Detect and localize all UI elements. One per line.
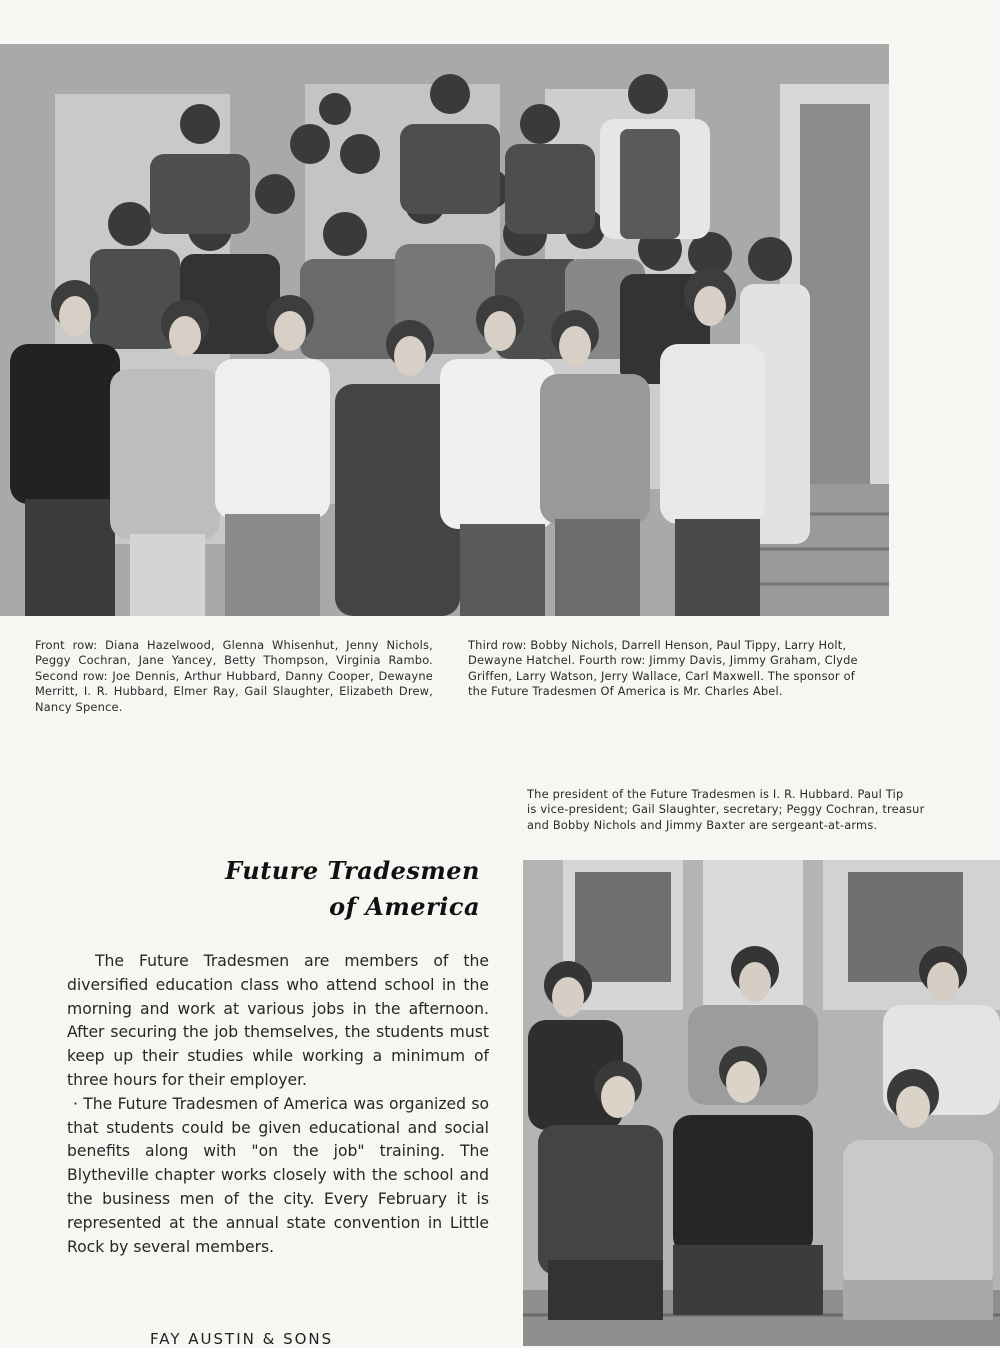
footer-sponsor: FAY AUSTIN & SONS	[150, 1330, 334, 1348]
body-paragraph-2: · The Future Tradesmen of America was organized so that students could be given educational and social benefits along with "on the job" training. The Blytheville chapter works closely with the school and the business men of the city. Every February it is represented at the annual state convention in Little Rock by several members.	[67, 1094, 489, 1256]
officers-caption	[527, 787, 1000, 833]
article-body	[67, 950, 489, 1259]
officers-caption-line2: is vice-president; Gail Slaughter, secretary; Peggy Cochran, treasur	[527, 802, 925, 817]
section-title-line2: of America	[329, 892, 480, 921]
group-caption-left: Front row: Diana Hazelwood, Glenna Whisenhut, Jenny Nichols, Peggy Cochran, Jane Yancey, Betty Thompson, Virginia Rambo. Second row: Joe Dennis, Arthur Hubbard, Danny Cooper, Dewayne Merritt, I. R. Hubbard, Elmer Ray, Gail Slaughter, Elizabeth Drew, Nancy Spence.	[35, 638, 433, 714]
body-paragraph-1: The Future Tradesmen are members of the diversified education class who attend school in the morning and work at various jobs in the afternoon. After securing the job themselves, the students must keep up their studies while working a minimum of three hours for their employer.	[67, 952, 489, 1089]
officers-caption-line1: The president of the Future Tradesmen is I. R. Hubbard. Paul Tip	[527, 787, 904, 801]
group-caption-right: Third row: Bobby Nichols, Darrell Henson, Paul Tippy, Larry Holt, Dewayne Hatchel. Fourth row: Jimmy Davis, Jimmy Graham, Clyde Griffen, Larry Watson, Jerry Wallace, Carl Maxwell. The sponsor of the Future Tradesmen Of America is Mr. Charles Abel.	[468, 638, 858, 699]
officers-photo	[523, 860, 1000, 1346]
section-title-line1: Future Tradesmen	[225, 856, 480, 885]
officers-caption-line3: and Bobby Nichols and Jimmy Baxter are sergeant-at-arms.	[527, 817, 878, 832]
group-photo	[0, 44, 889, 616]
